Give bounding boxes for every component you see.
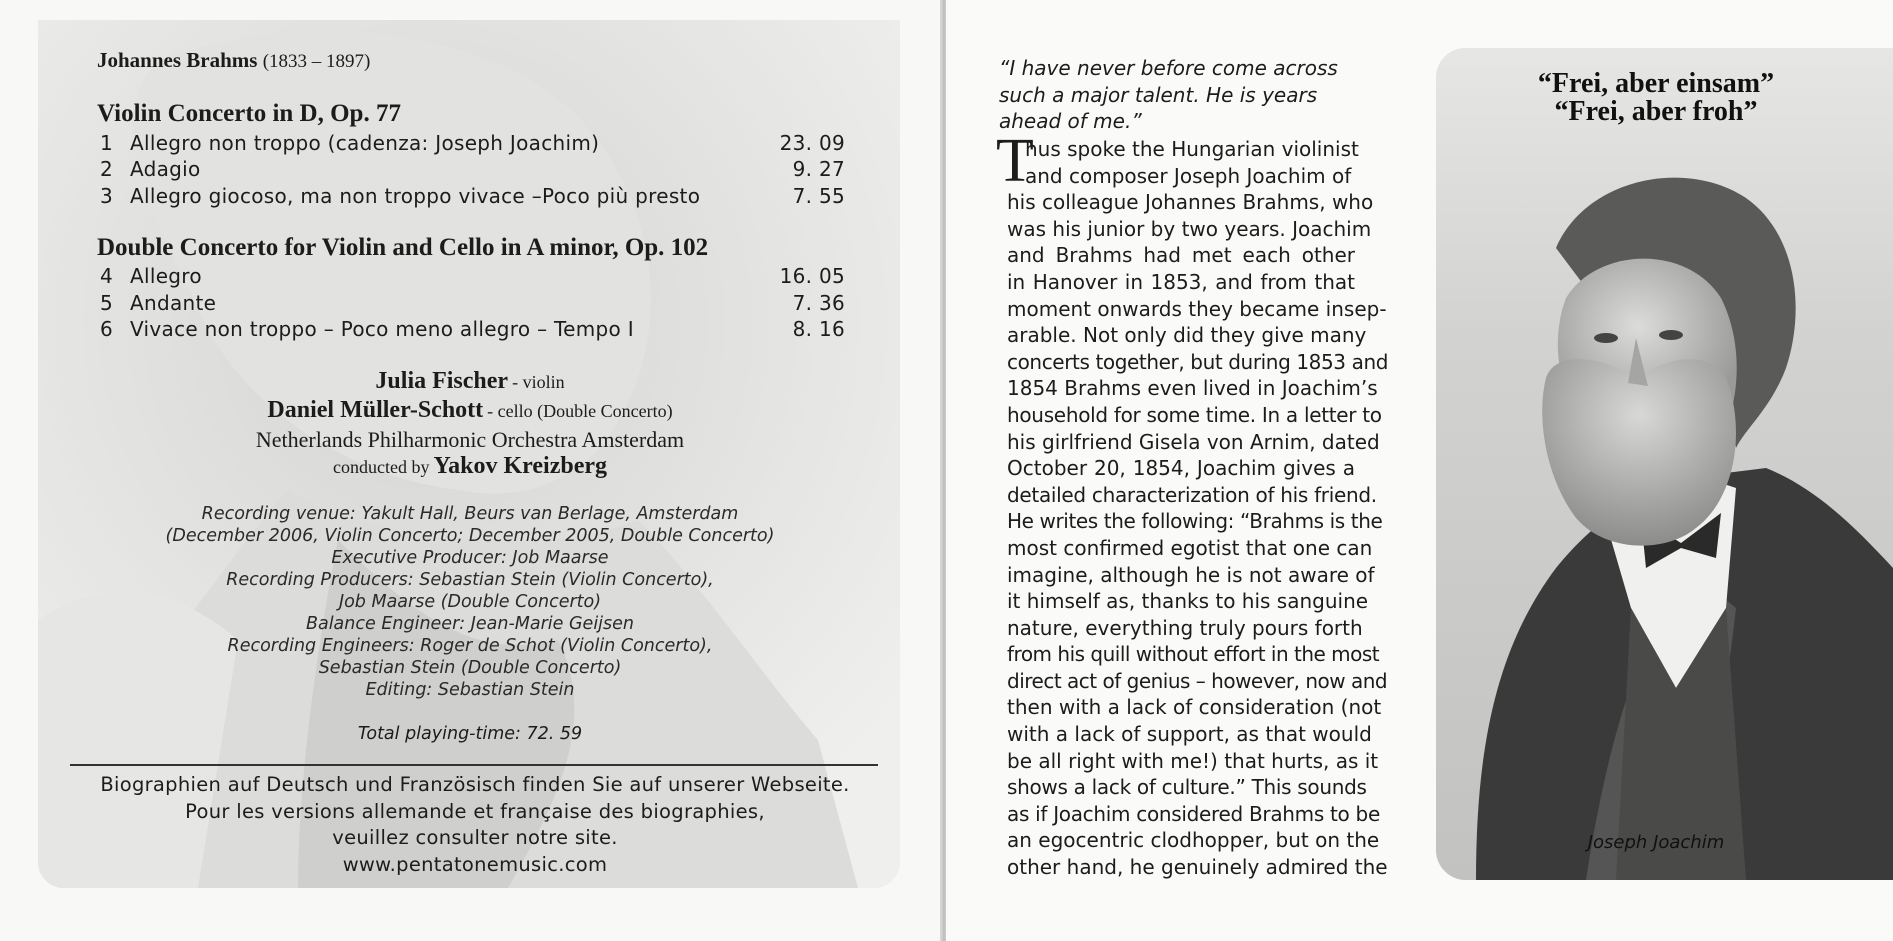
track-title: Allegro xyxy=(130,264,202,288)
quote-line: “I have never before come across xyxy=(999,56,1338,80)
conductor-name: Yakov Kreizberg xyxy=(433,453,607,479)
body-line: He writes the following: “Brahms is the xyxy=(1007,509,1383,534)
orchestra-name: Netherlands Philharmonic Orchestra Amsterdam xyxy=(255,427,685,452)
body-line: household for some time. In a letter to xyxy=(1007,402,1382,427)
track-title: Allegro non troppo (cadenza: Joseph Joachim) xyxy=(130,131,600,155)
soloist-role: - violin xyxy=(512,372,565,392)
body-line: detailed characterization of his friend. xyxy=(1007,482,1377,507)
body-line: arable. Not only did they give many xyxy=(1007,323,1367,348)
divider-rule xyxy=(70,764,878,766)
body-line: imagine, although he is not aware of xyxy=(1007,562,1375,587)
body-line: concerts together, but during 1853 and xyxy=(1007,349,1389,374)
soloist-name: Julia Fischer xyxy=(375,368,509,394)
track-duration: 8. 16 xyxy=(792,317,845,341)
track-row xyxy=(100,131,845,157)
quote-line: such a major talent. He is years xyxy=(999,82,1318,107)
track-row xyxy=(100,157,845,183)
composer-dates: (1833 – 1897) xyxy=(262,51,371,72)
quote-line: ahead of me.” xyxy=(999,109,1142,133)
bio-note-line: Pour les versions allemande et française des biographies, xyxy=(185,799,765,823)
photo-title-line: “Frei, aber froh” xyxy=(1554,96,1758,127)
total-playing-time: Total playing-time: 72. 59 xyxy=(357,724,583,744)
soloist-cello xyxy=(160,397,780,426)
body-line: it himself as, thanks to his sanguine xyxy=(1007,589,1369,614)
body-line: his colleague Johannes Brahms, who xyxy=(1007,190,1374,215)
credit-line: (December 2006, Violin Concerto; December 2005, Double Concerto) xyxy=(165,526,775,546)
track-title: Adagio xyxy=(130,157,201,181)
body-line: other hand, he genuinely admired the xyxy=(1007,855,1388,880)
liner-notes-body xyxy=(1007,136,1389,881)
track-duration: 7. 55 xyxy=(792,184,845,208)
joachim-portrait-panel xyxy=(1436,48,1893,880)
body-line: in Hanover in 1853, and from that xyxy=(1007,269,1355,294)
body-line: most confirmed egotist that one can xyxy=(1007,535,1373,560)
opening-quote xyxy=(999,55,1359,135)
recording-credits xyxy=(120,503,820,701)
body-line: and Brahms had met each other xyxy=(1007,243,1355,268)
body-line: as if Joachim considered Brahms to be xyxy=(1007,801,1380,826)
body-line: hus spoke the Hungarian violinist xyxy=(1025,137,1359,161)
credit-line: Job Maarse (Double Concerto) xyxy=(338,592,602,612)
work-title: Violin Concerto in D, Op. 77 xyxy=(97,100,401,127)
body-line: be all right with me!) that hurts, as it xyxy=(1007,748,1379,773)
track-row xyxy=(100,317,845,343)
body-line: shows a lack of culture.” This sounds xyxy=(1007,775,1367,800)
track-title: Andante xyxy=(130,291,217,315)
soloist-role: - cello (Double Concerto) xyxy=(487,401,673,421)
credit-line: Balance Engineer: Jean-Marie Geijsen xyxy=(305,614,635,634)
credit-line: Recording venue: Yakult Hall, Beurs van Berlage, Amsterdam xyxy=(201,504,739,524)
body-line: with a lack of support, as that would xyxy=(1007,722,1372,747)
composer-name: Johannes Brahms xyxy=(97,48,258,72)
website-link[interactable]: www.pentatonemusic.com xyxy=(342,852,608,876)
track-number: 1 xyxy=(100,131,114,155)
track-number: 4 xyxy=(100,264,114,288)
track-title: Vivace non troppo – Poco meno allegro – Tempo I xyxy=(130,317,634,341)
track-duration: 23. 09 xyxy=(779,131,845,155)
track-row xyxy=(100,184,845,210)
body-line: was his junior by two years. Joachim xyxy=(1007,216,1372,241)
credit-line: Sebastian Stein (Double Concerto) xyxy=(318,658,622,678)
track-number: 2 xyxy=(100,157,114,181)
body-line: and composer Joseph Joachim of xyxy=(1025,163,1352,188)
credit-line: Recording Producers: Sebastian Stein (Violin Concerto), xyxy=(226,570,714,590)
track-duration: 7. 36 xyxy=(792,291,845,315)
track-row xyxy=(100,291,845,317)
credit-line: Editing: Sebastian Stein xyxy=(365,680,575,700)
bio-note-line: veuillez consulter notre site. xyxy=(332,826,618,849)
body-line: an egocentric clodhopper, but on the xyxy=(1007,828,1380,853)
photo-caption: Joseph Joachim xyxy=(1587,832,1725,853)
credit-line: Executive Producer: Job Maarse xyxy=(331,548,609,568)
liner-notes-page xyxy=(946,0,1893,941)
body-line: his girlfriend Gisela von Arnim, dated xyxy=(1007,429,1380,454)
credit-line: Recording Engineers: Roger de Schot (Violin Concerto), xyxy=(227,636,713,656)
conducted-by-label: conducted by xyxy=(333,457,430,477)
composer-header xyxy=(97,48,370,73)
photo-title-line: “Frei, aber einsam” xyxy=(1537,68,1775,99)
track-title: Allegro giocoso, ma non troppo vivace –Poco più presto xyxy=(130,184,701,208)
track-number: 5 xyxy=(100,291,114,315)
track-row xyxy=(100,264,845,290)
track-number: 6 xyxy=(100,317,114,341)
joachim-portrait-image xyxy=(1436,48,1893,880)
track-number: 3 xyxy=(100,184,114,208)
work-title: Double Concerto for Violin and Cello in A minor, Op. 102 xyxy=(97,234,709,261)
body-line: nature, everything truly pours forth xyxy=(1007,615,1363,640)
biography-note xyxy=(60,772,890,878)
photo-title xyxy=(1436,70,1876,126)
body-line: moment onwards they became insep- xyxy=(1007,296,1387,321)
performers-block xyxy=(160,368,780,482)
drop-cap: T xyxy=(996,127,1034,195)
soloist-violin xyxy=(160,368,780,397)
track-duration: 16. 05 xyxy=(779,264,845,288)
track-duration: 9. 27 xyxy=(792,157,845,181)
body-line: 1854 Brahms even lived in Joachim’s xyxy=(1007,376,1378,401)
body-line: October 20, 1854, Joachim gives a xyxy=(1007,456,1355,481)
soloist-name: Daniel Müller-Schott xyxy=(267,397,484,423)
body-line: direct act of genius – however, now and xyxy=(1007,668,1388,693)
bio-note-line: Biographien auf Deutsch und Französisch finden Sie auf unserer Webseite. xyxy=(100,773,850,796)
body-line: then with a lack of consideration (not xyxy=(1007,695,1382,720)
conductor-line xyxy=(160,453,780,482)
tracklist-page xyxy=(0,0,940,941)
body-line: from his quill without effort in the most xyxy=(1007,642,1380,667)
